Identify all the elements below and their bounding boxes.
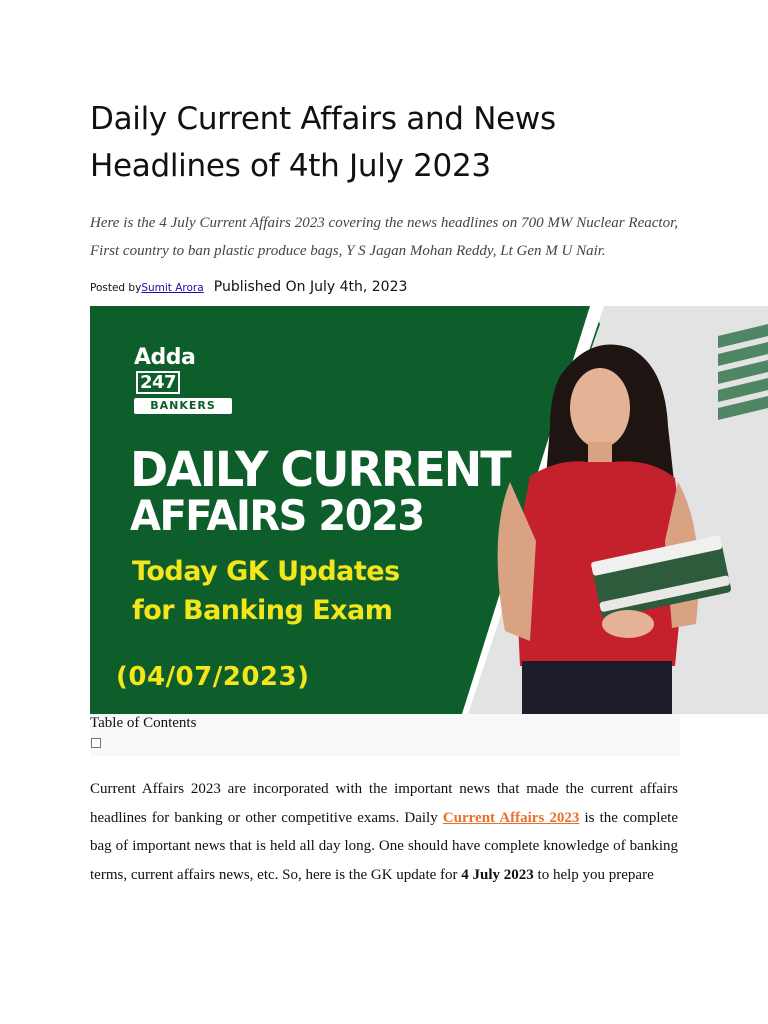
- banner-date: (04/07/2023): [116, 662, 310, 692]
- toc-toggle-checkbox[interactable]: [91, 738, 101, 748]
- body-text-segment-3: to help you prepare: [533, 866, 654, 883]
- title-line-1: Daily Current Affairs and News: [90, 101, 556, 137]
- current-affairs-link[interactable]: Current Affairs 2023: [442, 809, 580, 826]
- banner-headline-line-2: AFFAIRS 2023: [130, 492, 424, 541]
- body-date-bold: 4 July 2023: [461, 866, 534, 883]
- article-body-paragraph: [90, 775, 678, 889]
- toc-title: Table of Contents: [90, 715, 197, 731]
- logo-main-text: Adda: [134, 345, 196, 370]
- banner-headline-line-1: DAILY CURRENT: [130, 441, 510, 498]
- table-of-contents: [90, 714, 680, 756]
- published-date: Published On July 4th, 2023: [213, 279, 408, 295]
- body-text-segment-2: is the complete bag of important news that is held all day long. One should have complete knowledge of banking terms, current affairs news, etc. So, here is the GK update for: [90, 809, 679, 883]
- body-text-segment-1: Current Affairs 2023 are incorporated with the important news that made the current affairs headlines for banking or other competitive exams. Daily: [90, 781, 678, 826]
- logo-subtitle: BANKERS: [134, 398, 232, 414]
- posted-by-label: Posted by: [90, 282, 142, 294]
- banner-subheadline-line-2: for Banking Exam: [132, 595, 393, 626]
- author-link[interactable]: Sumit Arora: [141, 282, 204, 294]
- article-intro: Here is the 4 July Current Affairs 2023 covering the news headlines on 700 MW Nuclear Reactor, First country to ban plastic produce bags, Y S Jagan Mohan Reddy, Lt Gen M U Nair.: [90, 215, 678, 259]
- chevron-icon: [718, 324, 768, 420]
- banner-subheadline-line-1: Today GK Updates: [132, 556, 400, 587]
- logo-number: 247: [136, 371, 180, 394]
- article-title: [90, 96, 690, 190]
- featured-banner-image: [90, 306, 768, 714]
- title-line-2: Headlines of 4th July 2023: [90, 148, 491, 184]
- adda247-logo: [134, 346, 232, 414]
- byline: [90, 276, 407, 295]
